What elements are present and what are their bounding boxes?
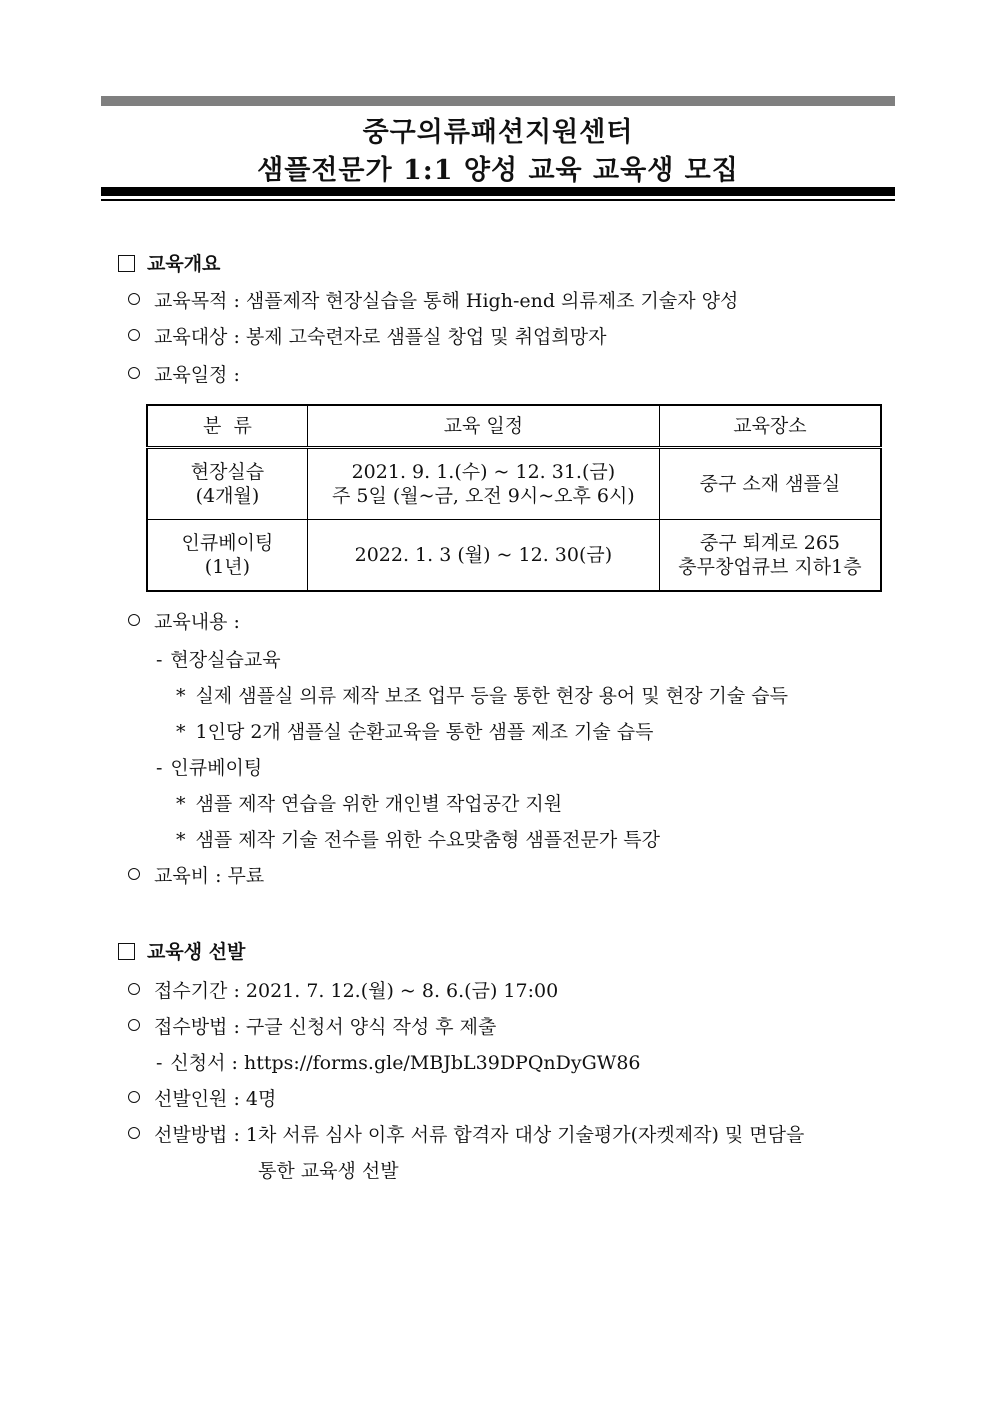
fee-text: 교육비 : 무료 — [154, 865, 265, 887]
incubating-item-2-line — [176, 828, 660, 852]
incubating-item-1-text: 샘플 제작 연습을 위한 개인별 작업공간 지원 — [195, 793, 563, 815]
circle-bullet-icon — [128, 1091, 140, 1103]
title-bottom-rule-thick — [101, 187, 895, 196]
incubating-title-text: 인큐베이팅 — [170, 757, 263, 779]
row1-schedule-line2: 주 5일 (월~금, 오전 9시~오후 6시) — [332, 485, 635, 507]
schedule-label-text: 교육일정 : — [154, 364, 240, 386]
header-schedule: 교육 일정 — [307, 405, 659, 448]
row2-schedule-line1: 2022. 1. 3 (월) ~ 12. 30(금) — [354, 544, 613, 566]
header-category: 분 류 — [147, 405, 307, 448]
row2-location-line2: 충무창업큐브 지하1층 — [678, 556, 862, 578]
row2-category-line2: (1년) — [204, 556, 251, 578]
row2-location — [659, 520, 881, 592]
square-bullet-icon — [118, 255, 135, 272]
section-heading-selection — [118, 940, 245, 964]
target-text: 교육대상 : 봉제 고숙련자로 샘플실 창업 및 취업희망자 — [154, 326, 607, 348]
circle-bullet-icon — [128, 367, 140, 379]
target-line — [128, 325, 606, 349]
selection-line-2: 통한 교육생 선발 — [258, 1160, 399, 1182]
row1-location — [659, 448, 881, 520]
row1-category — [147, 448, 307, 520]
header-location: 교육장소 — [659, 405, 881, 448]
field-title-text: 현장실습교육 — [170, 649, 281, 671]
circle-bullet-icon — [128, 1127, 140, 1139]
section-heading-text: 교육개요 — [147, 253, 221, 275]
selection-line-1 — [128, 1123, 804, 1147]
circle-bullet-icon — [128, 983, 140, 995]
incubating-item-2-text: 샘플 제작 기술 전수를 위한 수요맞춤형 샘플전문가 특강 — [195, 829, 660, 851]
row2-category-line1: 인큐베이팅 — [181, 532, 274, 554]
title-line-2: 샘플전문가 1:1 양성 교육 교육생 모집 — [257, 155, 739, 186]
row1-schedule — [307, 448, 659, 520]
count-line — [128, 1087, 276, 1111]
circle-bullet-icon — [128, 1019, 140, 1031]
selection-text-1: 선발방법 : 1차 서류 심사 이후 서류 합격자 대상 기술평가(자켓제작) 및 면담을 — [154, 1124, 805, 1146]
table-row — [147, 448, 881, 520]
asterisk-bullet-icon: * — [176, 721, 186, 743]
title-bottom-rule-thin — [101, 199, 895, 201]
circle-bullet-icon — [128, 614, 140, 626]
row1-category-line1: 현장실습 — [190, 461, 265, 483]
title-top-rule — [101, 96, 895, 106]
row2-category — [147, 520, 307, 592]
form-link-text[interactable]: 신청서 : https://forms.gle/MBJbL39DPQnDyGW86 — [170, 1052, 641, 1074]
dash-bullet-icon: - — [156, 649, 163, 671]
method-text: 접수방법 : 구글 신청서 양식 작성 후 제출 — [154, 1016, 497, 1038]
method-line — [128, 1015, 496, 1039]
table-row — [147, 520, 881, 592]
schedule-label-line — [128, 363, 240, 387]
square-bullet-icon — [118, 943, 135, 960]
row1-schedule-line1: 2021. 9. 1.(수) ~ 12. 31.(금) — [351, 461, 616, 483]
field-item-2-line — [176, 720, 653, 744]
circle-bullet-icon — [128, 329, 140, 341]
incubating-title-line — [156, 756, 262, 780]
period-line — [128, 979, 558, 1003]
dash-bullet-icon: - — [156, 757, 163, 779]
asterisk-bullet-icon: * — [176, 685, 186, 707]
row1-category-line2: (4개월) — [195, 485, 260, 507]
field-item-2-text: 1인당 2개 샘플실 순환교육을 통한 샘플 제조 기술 습득 — [195, 721, 654, 743]
period-text: 접수기간 : 2021. 7. 12.(월) ~ 8. 6.(금) 17:00 — [154, 980, 559, 1002]
row2-location-line1: 중구 퇴계로 265 — [699, 532, 840, 554]
section-heading-overview — [118, 252, 220, 276]
purpose-line — [128, 289, 738, 313]
field-title-line — [156, 648, 281, 672]
schedule-table — [146, 404, 882, 592]
form-line — [156, 1051, 641, 1075]
content-label-text: 교육내용 : — [154, 611, 240, 633]
row2-schedule — [307, 520, 659, 592]
section-heading-text: 교육생 선발 — [147, 941, 246, 963]
field-item-1-text: 실제 샘플실 의류 제작 보조 업무 등을 통한 현장 용어 및 현장 기술 습득 — [195, 685, 788, 707]
purpose-text: 교육목적 : 샘플제작 현장실습을 통해 High-end 의류제조 기술자 양성 — [154, 290, 739, 312]
asterisk-bullet-icon: * — [176, 829, 186, 851]
fee-line — [128, 864, 264, 888]
asterisk-bullet-icon: * — [176, 793, 186, 815]
content-label-line — [128, 610, 240, 634]
row1-location-line1: 중구 소재 샘플실 — [699, 473, 841, 495]
circle-bullet-icon — [128, 293, 140, 305]
dash-bullet-icon: - — [156, 1052, 163, 1074]
circle-bullet-icon — [128, 868, 140, 880]
count-text: 선발인원 : 4명 — [154, 1088, 277, 1110]
field-item-1-line — [176, 684, 788, 708]
table-header-row — [147, 405, 881, 448]
incubating-item-1-line — [176, 792, 562, 816]
title-line-1: 중구의류패션지원센터 — [362, 117, 634, 148]
